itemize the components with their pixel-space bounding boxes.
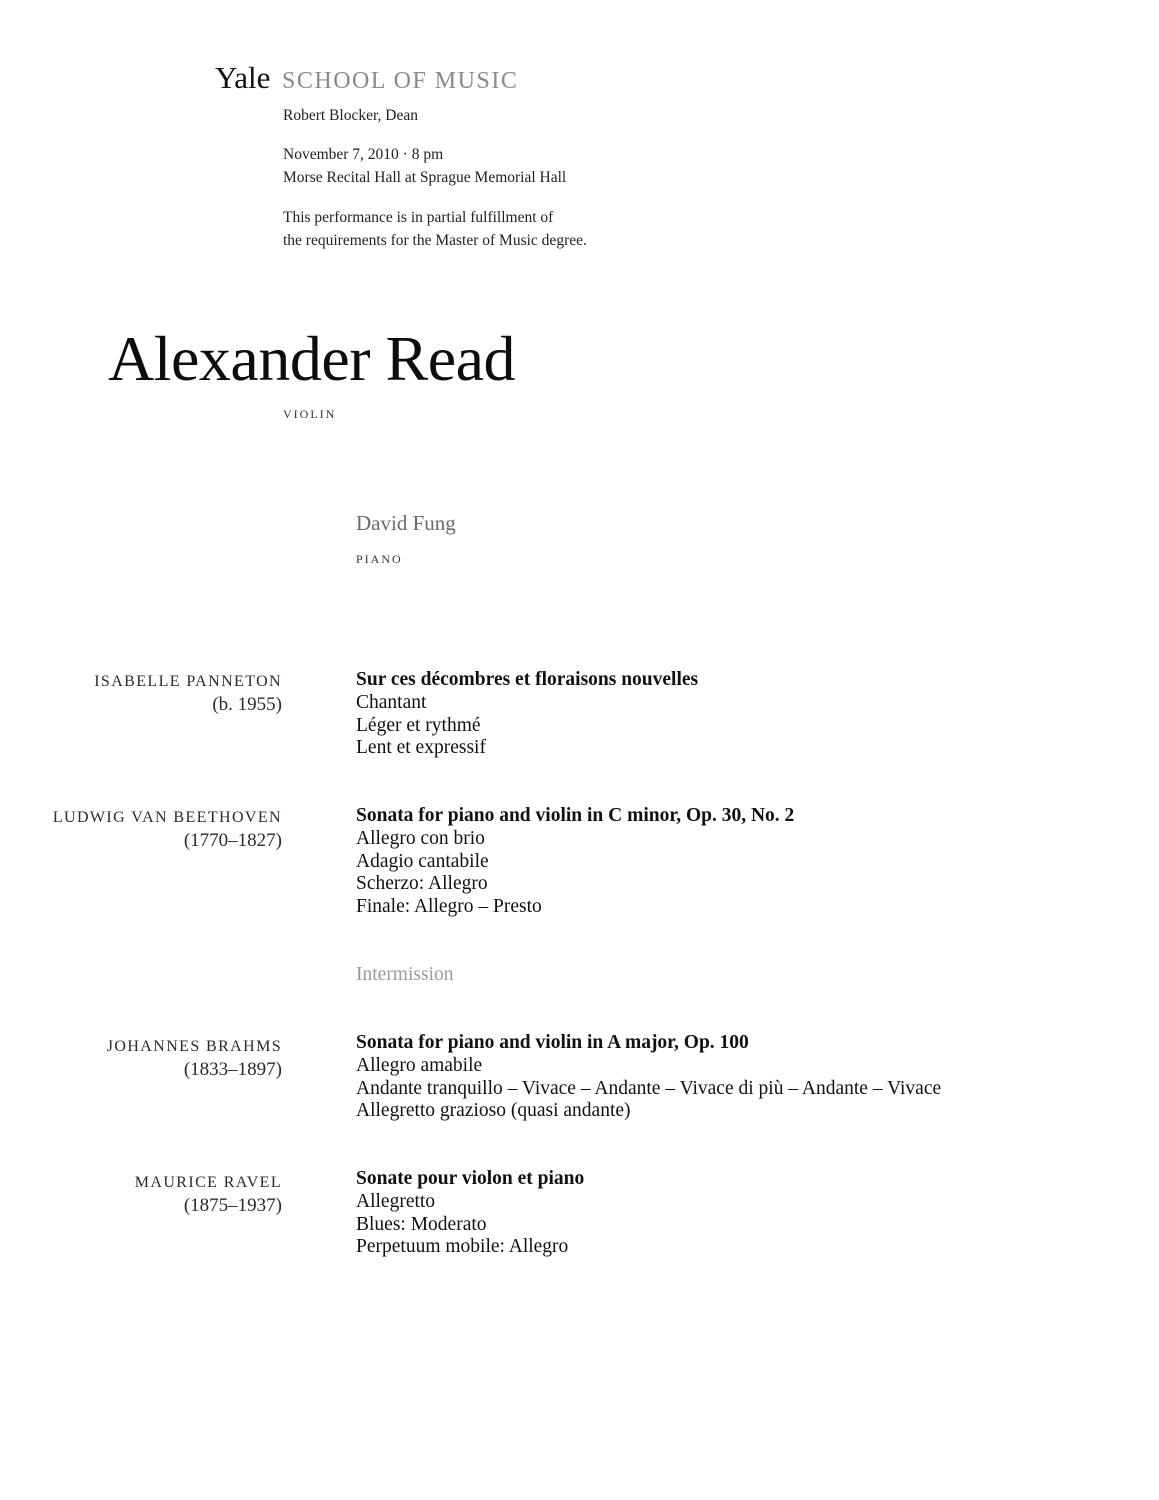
composer-dates: (1770–1827) bbox=[183, 830, 282, 851]
composer-name: MAURICE RAVEL bbox=[134, 1174, 282, 1191]
composer-block bbox=[22, 807, 282, 853]
movement: Perpetuum mobile: Allegro bbox=[356, 1236, 569, 1258]
composer-dates: (1875–1937) bbox=[183, 1195, 282, 1216]
accompanist-name: David Fung bbox=[356, 511, 456, 535]
work-title: Sonata for piano and violin in A major, Op. 100 bbox=[356, 1032, 749, 1053]
movement: Blues: Moderato bbox=[356, 1213, 487, 1235]
movement: Finale: Allegro – Presto bbox=[356, 896, 542, 918]
degree-note-line-2: the requirements for the Master of Music degree. bbox=[283, 232, 587, 249]
venue: Morse Recital Hall at Sprague Memorial Hall bbox=[283, 169, 567, 186]
intermission-label: Intermission bbox=[356, 964, 454, 985]
composer-block bbox=[22, 1036, 282, 1082]
accompanist-instrument: piano bbox=[356, 548, 403, 567]
work-block bbox=[356, 805, 1076, 919]
composer-dates: (1833–1897) bbox=[183, 1059, 282, 1080]
movement: Allegro con brio bbox=[356, 827, 485, 849]
movement: Andante tranquillo – Vivace – Andante – Vivace di più – Andante – Vivace bbox=[356, 1077, 942, 1099]
work-title: Sur ces décombres et floraisons nouvelles bbox=[356, 669, 699, 690]
performer-instrument: violin bbox=[283, 403, 337, 422]
movement: Scherzo: Allegro bbox=[356, 873, 488, 895]
composer-name: JOHANNES BRAHMS bbox=[106, 1038, 282, 1055]
yale-wordmark: Yale bbox=[215, 60, 271, 95]
composer-block bbox=[22, 671, 282, 717]
work-title: Sonate pour violon et piano bbox=[356, 1168, 585, 1189]
movement: Lent et expressif bbox=[356, 737, 486, 759]
composer-block bbox=[22, 1172, 282, 1218]
movement: Allegretto grazioso (quasi andante) bbox=[356, 1100, 631, 1122]
date-time: November 7, 2010 · 8 pm bbox=[283, 146, 444, 163]
composer-name: ISABELLE PANNETON bbox=[94, 673, 282, 690]
work-block bbox=[356, 1168, 1076, 1259]
work-block bbox=[356, 1032, 1076, 1123]
work-title: Sonata for piano and violin in C minor, Op. 30, No. 2 bbox=[356, 805, 795, 826]
work-block bbox=[356, 669, 1076, 760]
school-of-music-wordmark: SCHOOL OF MUSIC bbox=[282, 68, 519, 94]
movement: Allegretto bbox=[356, 1190, 436, 1212]
movement: Allegro amabile bbox=[356, 1054, 483, 1076]
performer-name: Alexander Read bbox=[108, 323, 516, 394]
composer-dates: (b. 1955) bbox=[212, 694, 282, 715]
movement: Adagio cantabile bbox=[356, 850, 489, 872]
movement: Chantant bbox=[356, 691, 427, 713]
degree-note-line-1: This performance is in partial fulfillment of bbox=[283, 209, 554, 226]
dean-line: Robert Blocker, Dean bbox=[283, 107, 418, 124]
composer-name: LUDWIG VAN BEETHOVEN bbox=[52, 809, 282, 826]
movement: Léger et rythmé bbox=[356, 714, 481, 736]
